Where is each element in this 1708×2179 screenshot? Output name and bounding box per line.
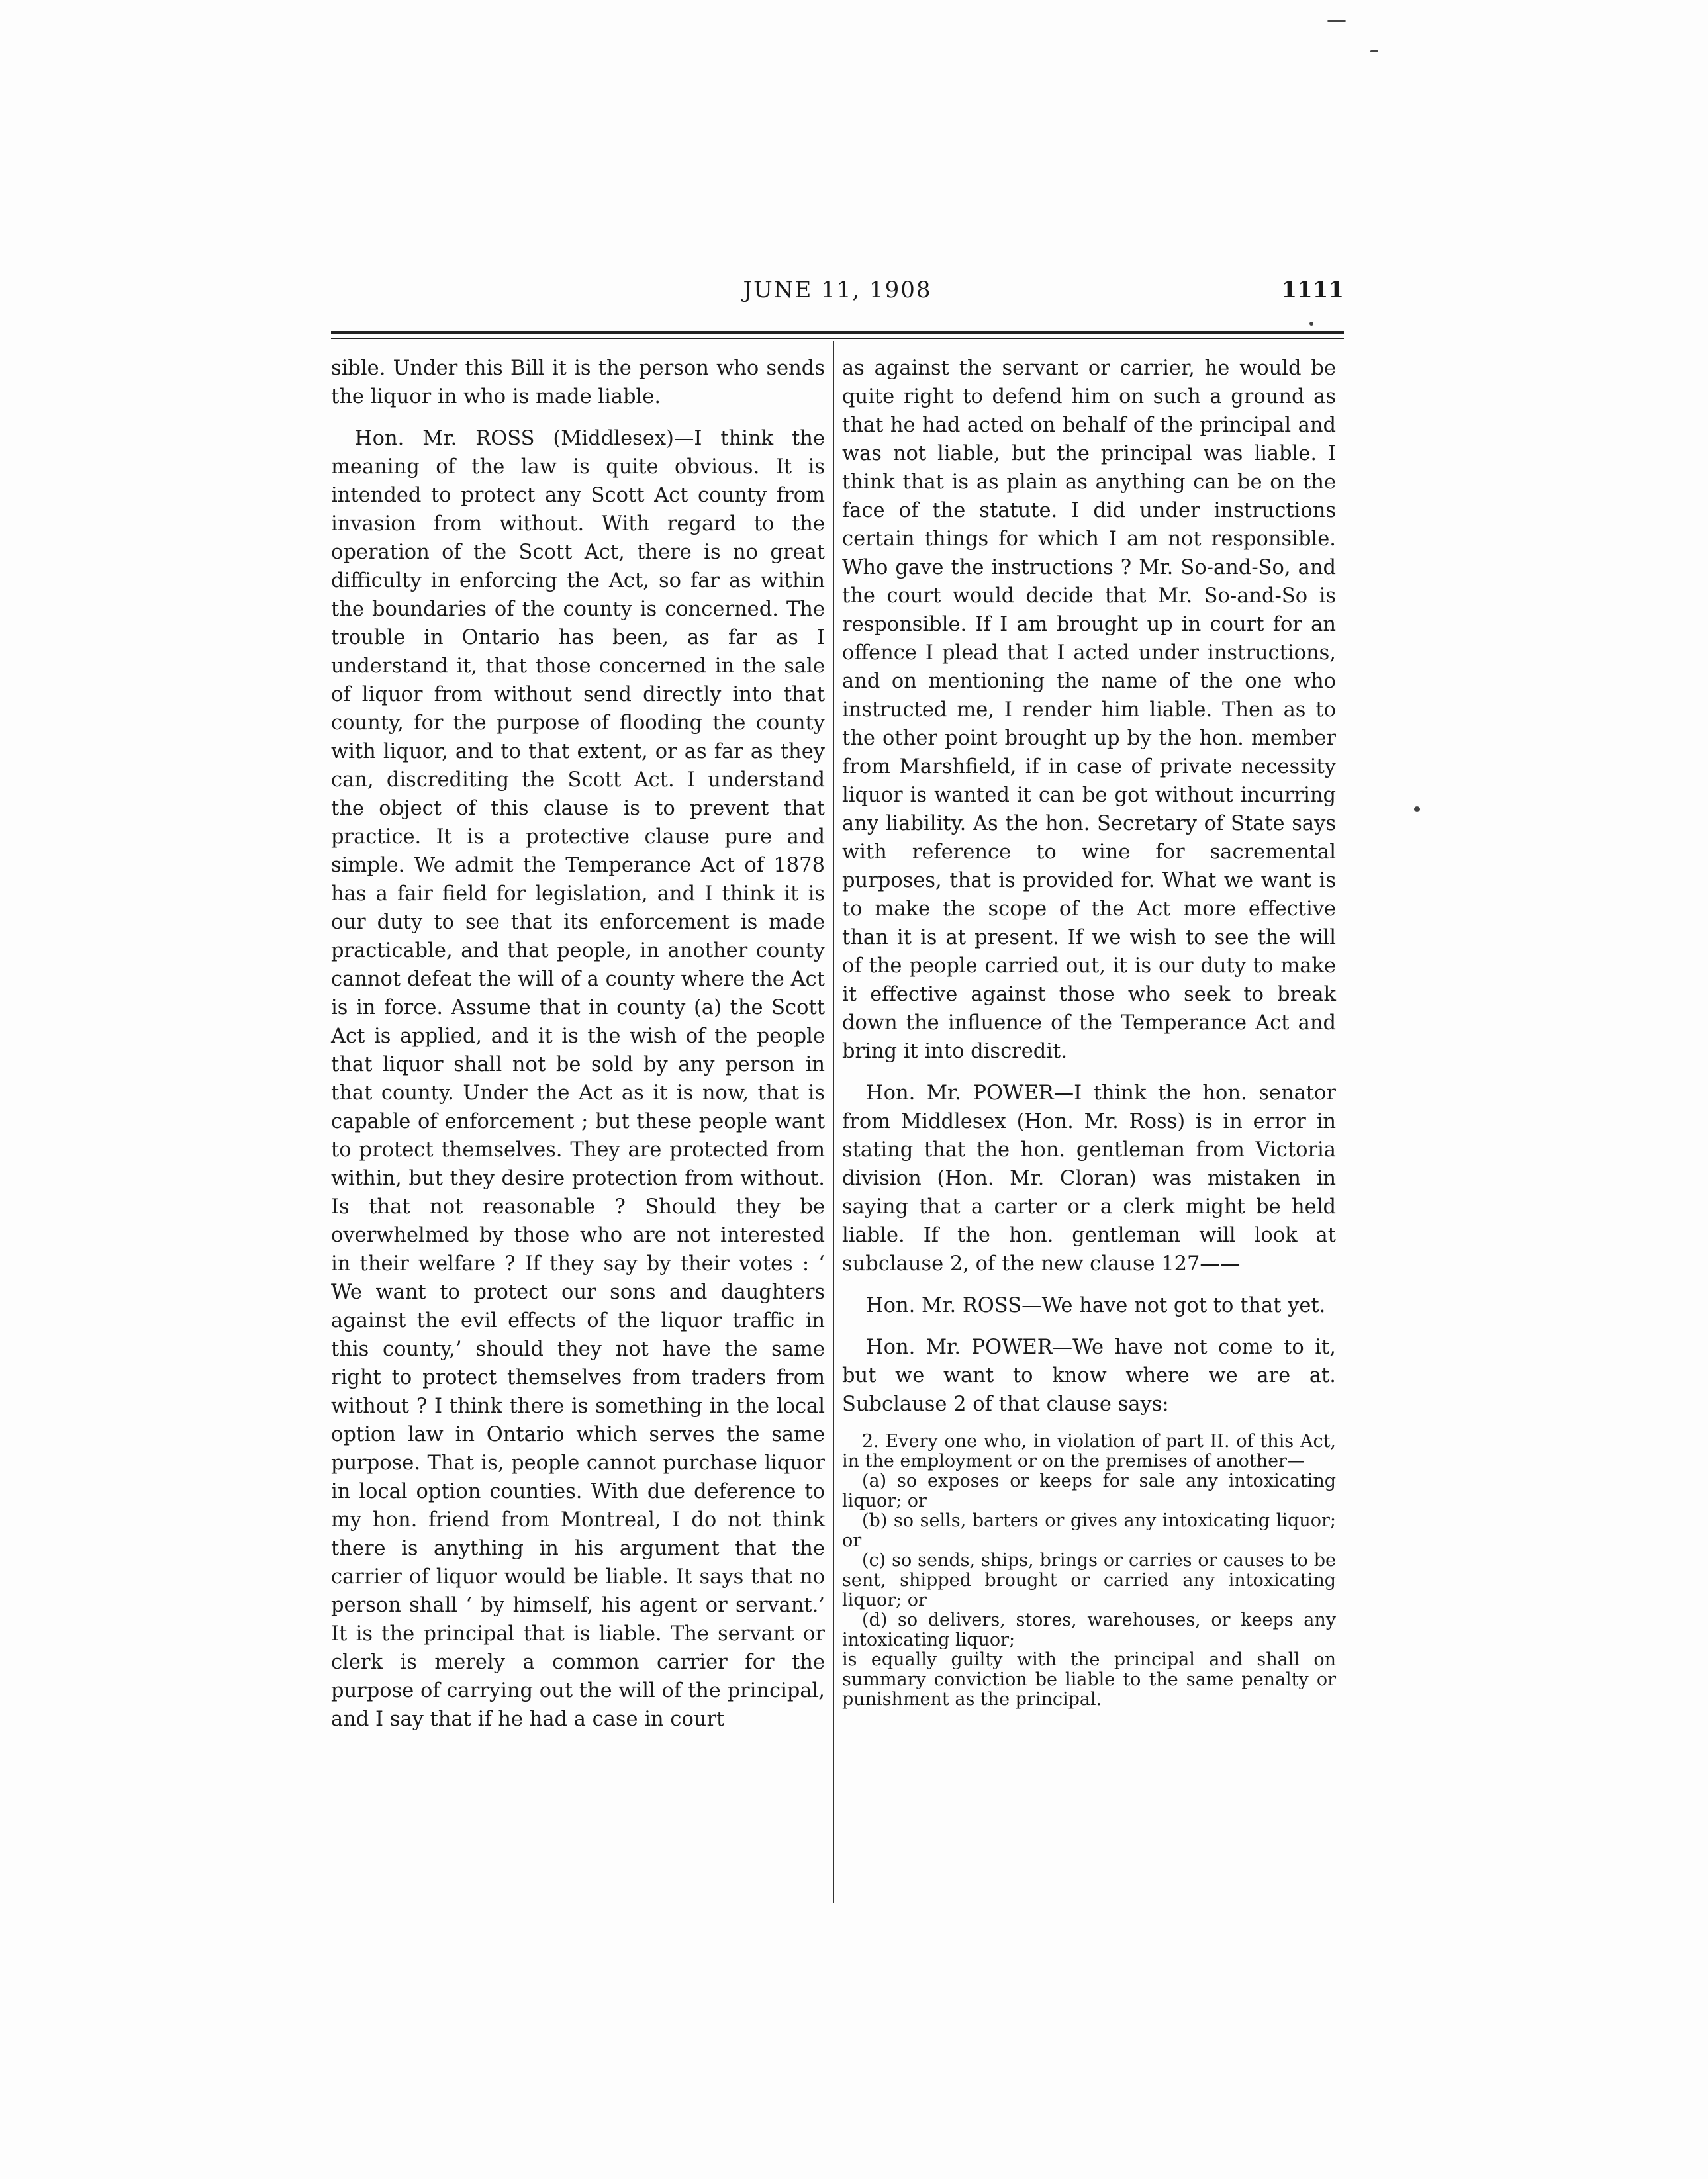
- page-header: [331, 277, 1344, 314]
- quote-line: (a) so exposes or keeps for sale any intoxicating liquor; or: [842, 1471, 1336, 1511]
- left-column: [331, 354, 825, 1747]
- page-date: JUNE 11, 1908: [743, 277, 932, 303]
- paragraph: as against the servant or carrier, he would be quite right to defend him on such a ground as that he had acted on behalf of the principal and was not liable, but the principal was liable. I think that is as plain as anything can be on the face of the statute. I did under instructions certain things for which I am not responsible. Who gave the instructions ? Mr. So-and-So, and the court would decide that Mr. So-and-So is responsible. If I am brought up in court for an offence I plead that I acted under instructions, and on mentioning the name of the one who instructed me, I render him liable. Then as to the other point brought up by the hon. member from Marshfield, if in case of private necessity liquor is wanted it can be got without incurring any liability. As the hon. Secretary of State says with reference to wine for sacremental purposes, that is provided for. What we want is to make the scope of the Act more effective than it is at present. If we wish to see the will of the people carried out, it is our duty to make it effective against those who seek to break down the influence of the Temperance Act and bring it into discredit.: [842, 357, 1336, 1063]
- scan-speck: [1309, 322, 1313, 326]
- quote-line: (b) so sells, barters or gives any intoxicating liquor; or: [842, 1510, 1336, 1551]
- header-rule-thin: [331, 338, 1344, 339]
- column-divider: [833, 341, 834, 1903]
- paragraph: sible. Under this Bill it is the person who sends the liquor in who is made liable.: [331, 357, 825, 408]
- paragraph: Hon. Mr. ROSS (Middlesex)—I think the meaning of the law is quite obvious. It is intended to protect any Scott Act county from invasion from without. With regard to the operation of the Scott Act, there is no great difficulty in enforcing the Act, so far as within the boundaries of the county is concerned. The trouble in Ontario has been, as far as I understand it, that those concerned in the sale of liquor from without send directly into that county, for the purpose of flooding the county with liquor, and to that extent, or as far as they can, discrediting the Scott Act. I understand the object of this clause is to prevent that practice. It is a protective clause pure and simple. We admit the Temperance Act of 1878 has a fair field for legislation, and I think it is our duty to see that its enforcement is made practicable, and that people, in another county cannot defeat the will of a county where the Act is in force. Assume that in county (a) the Scott Act is applied, and it is the wish of the people that liquor shall not be sold by any person in that county. Under the Act as it is now, that is capable of enforcement ; but these people want to protect themselves. They are protected from within, but they desire protection from without. Is that not reasonable ? Should they be overwhelmed by those who are not interested in their welfare ? If they say by their votes : ‘ We want to protect our sons and daughters against the evil effects of the liquor traffic in this county,’ should they not have the same right to protect themselves from traders from without ? I think there is something in the local option law in Ontario which serves the same purpose. That is, people cannot purchase liquor in local option counties. With due deference to my hon. friend from Montreal, I do not think there is anything in his argument that the carrier of liquor would be liable. It says that no person shall ‘ by himself, his agent or servant.’ It is the principal that is liable. The servant or clerk is merely a common carrier for the purpose of carrying out the will of the principal, and I say that if he had a case in court: [331, 427, 825, 1731]
- quote-line: (d) so delivers, stores, warehouses, or keeps any intoxicating liquor;: [842, 1610, 1336, 1650]
- scan-speck: [1370, 50, 1378, 52]
- paragraph: Hon. Mr. POWER—We have not come to it, but we want to know where we are at. Subclause 2 of that clause says:: [842, 1336, 1336, 1416]
- quoted-subclause: [842, 1432, 1336, 1710]
- paragraph: Hon. Mr. POWER—I think the hon. senator from Middlesex (Hon. Mr. Ross) is in error in stating that the hon. gentleman from Victoria division (Hon. Mr. Cloran) was mistaken in saying that a carter or a clerk might be held liable. If the hon. gentleman will look at subclause 2, of the new clause 127——: [842, 1082, 1336, 1275]
- page-number: 1111: [1281, 277, 1344, 303]
- scan-speck: [1327, 20, 1346, 22]
- scan-speck: [1414, 806, 1420, 812]
- quote-line: (c) so sends, ships, brings or carries or causes to be sent, shipped brought or carried any intoxicating liquor; or: [842, 1550, 1336, 1610]
- quote-line: 2. Every one who, in violation of part II. of this Act, in the employment or on the premises of another—: [842, 1431, 1336, 1471]
- header-rule: [331, 331, 1344, 334]
- quote-line: is equally guilty with the principal and shall on summary conviction be liable to the same penalty or punishment as the principal.: [842, 1649, 1336, 1710]
- right-column: [842, 354, 1336, 1710]
- paragraph: Hon. Mr. ROSS—We have not got to that yet.: [866, 1294, 1326, 1317]
